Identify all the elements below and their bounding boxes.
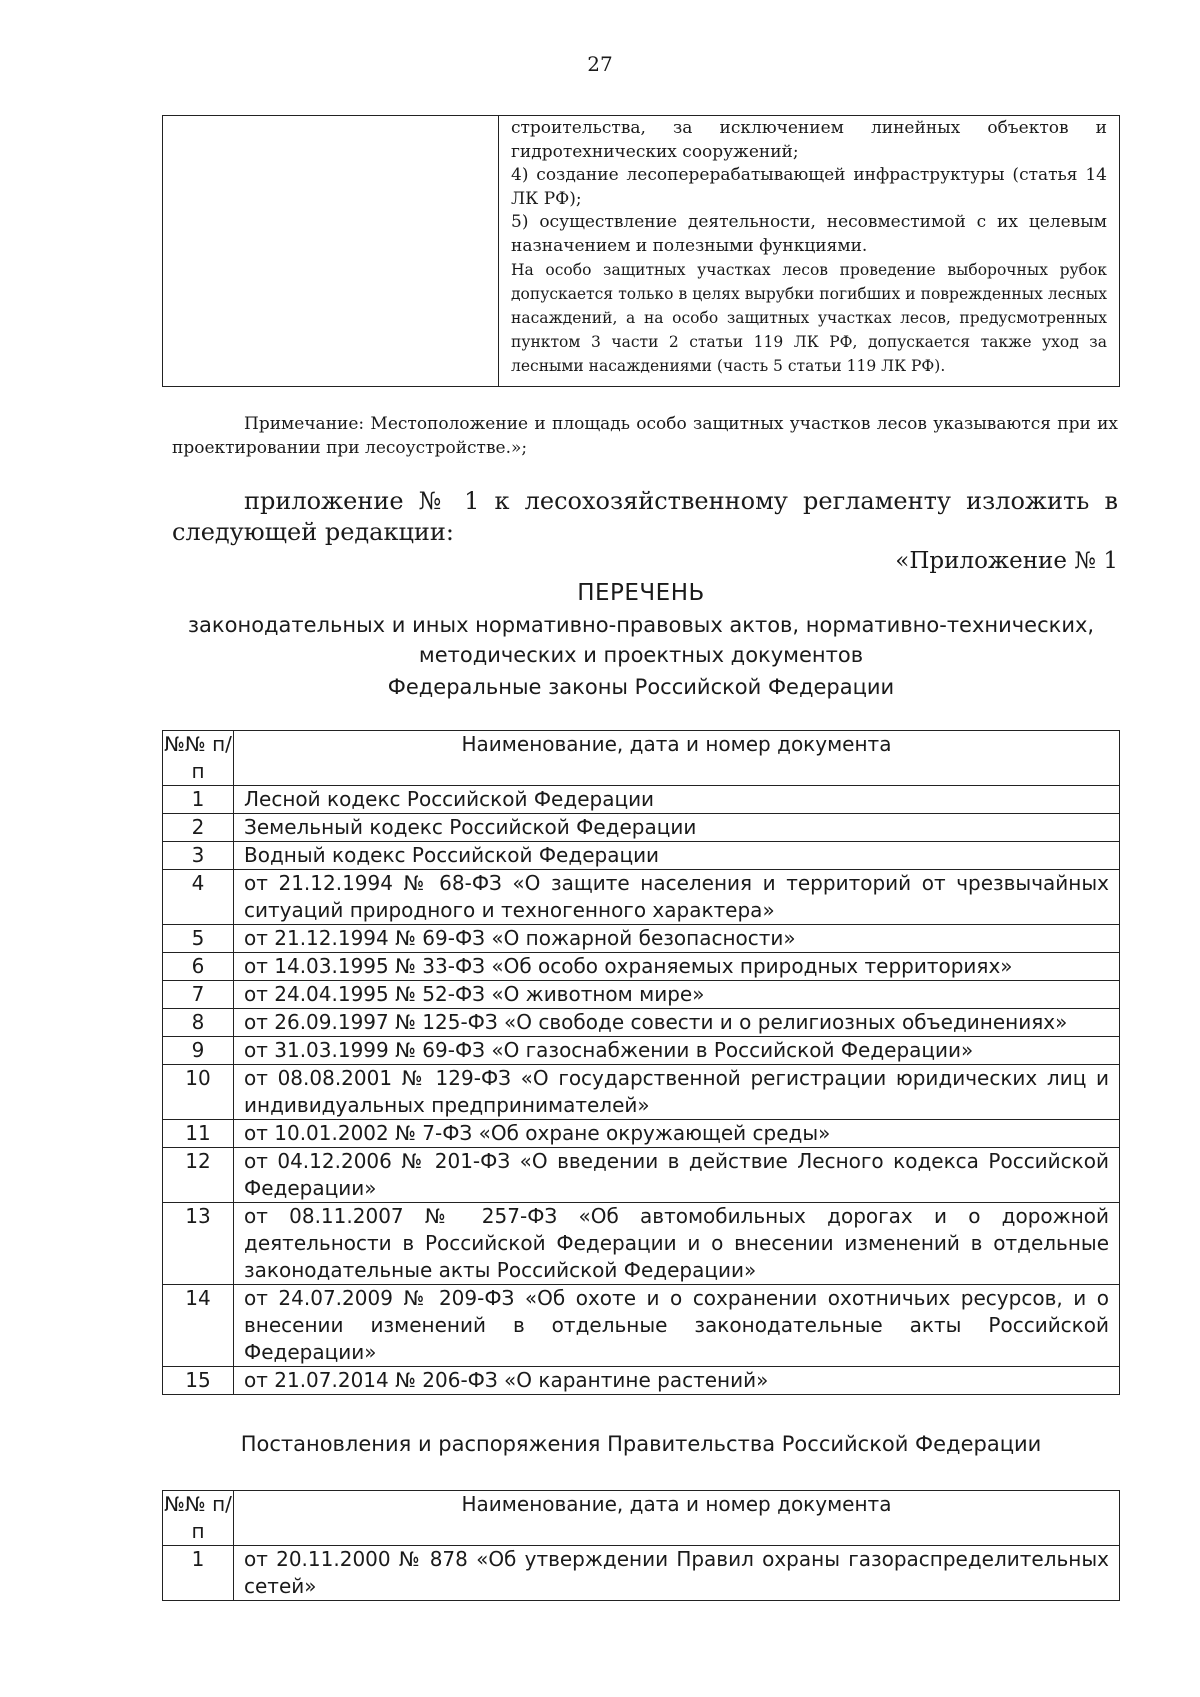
row-number: 14: [163, 1285, 234, 1367]
row-name: от 08.11.2007 № 257-ФЗ «Об автомобильных дорогах и о дорожной деятельности в Российской Федерации и о внесении изменений в отдельные законодательные акты Российской Федерации»: [234, 1203, 1120, 1285]
table-row: [163, 953, 1120, 981]
table-row: [163, 1120, 1120, 1148]
continuation-left-cell: [163, 116, 499, 386]
table-row: [163, 1148, 1120, 1203]
row-number: 4: [163, 870, 234, 925]
row-number: 5: [163, 925, 234, 953]
table-header-row: [163, 731, 1120, 786]
table-row: [163, 1037, 1120, 1065]
row-name: от 24.07.2009 № 209-ФЗ «Об охоте и о сохранении охотничьих ресурсов, и о внесении изменений в отдельные законодательные акты Российской Федерации»: [234, 1285, 1120, 1367]
row-name: от 04.12.2006 № 201-ФЗ «О введении в действие Лесного кодекса Российской Федерации»: [234, 1148, 1120, 1203]
table-row: [163, 1546, 1120, 1601]
section-title-federal-laws: Федеральные законы Российской Федерации: [387, 675, 895, 699]
continuation-paragraph: 5) осуществление деятельности, несовместимой с их целевым назначением и полезными функциями.: [511, 212, 1107, 256]
row-number: 2: [163, 814, 234, 842]
page-number: 27: [587, 52, 613, 76]
instruction-text: приложение № 1 к лесохозяйственному регламенту изложить в следующей редакции:: [172, 487, 1118, 546]
continuation-paragraph: На особо защитных участках лесов проведение выборочных рубок допускается только в целях вырубки погибших и поврежденных лесных насаждений, а на особо защитных участках лесов, предусмотренных пунктом 3 части 2 статьи 119 ЛК РФ, допускается также уход за лесными насаждениями (часть 5 статьи 119 ЛК РФ).: [511, 261, 1107, 375]
row-name: от 24.04.1995 № 52-ФЗ «О животном мире»: [234, 981, 1120, 1009]
table-row: [163, 1367, 1120, 1395]
appendix-label: «Приложение № 1: [895, 548, 1118, 574]
column-header-name: Наименование, дата и номер документа: [234, 1491, 1120, 1546]
row-name: от 10.01.2002 № 7-ФЗ «Об охране окружающей среды»: [234, 1120, 1120, 1148]
continuation-table: [162, 115, 1120, 387]
table-row: [163, 814, 1120, 842]
row-number: 10: [163, 1065, 234, 1120]
table-row: [163, 925, 1120, 953]
row-number: 1: [163, 1546, 234, 1601]
row-name: Лесной кодекс Российской Федерации: [234, 786, 1120, 814]
section-title-government-acts: Постановления и распоряжения Правительства Российской Федерации: [240, 1432, 1042, 1456]
list-title: ПЕРЕЧЕНЬ: [577, 580, 705, 606]
column-header-number: №№ п/п: [163, 731, 234, 786]
row-number: 9: [163, 1037, 234, 1065]
table-row: [163, 1065, 1120, 1120]
list-subtitle: методических и проектных документов: [418, 643, 864, 667]
row-number: 12: [163, 1148, 234, 1203]
row-number: 6: [163, 953, 234, 981]
continuation-right-cell: [499, 116, 1119, 386]
table-row: [163, 786, 1120, 814]
row-number: 7: [163, 981, 234, 1009]
table-row: [163, 1285, 1120, 1367]
federal-laws-table: [162, 730, 1120, 1395]
row-number: 3: [163, 842, 234, 870]
row-name: от 21.12.1994 № 68-ФЗ «О защите населения и территорий от чрезвычайных ситуаций природного и техногенного характера»: [234, 870, 1120, 925]
row-number: 11: [163, 1120, 234, 1148]
table-row: [163, 981, 1120, 1009]
row-number: 13: [163, 1203, 234, 1285]
continuation-paragraph: 4) создание лесоперерабатывающей инфраструктуры (статья 14 ЛК РФ);: [511, 165, 1107, 209]
row-name: от 31.03.1999 № 69-ФЗ «О газоснабжении в Российской Федерации»: [234, 1037, 1120, 1065]
row-name: Водный кодекс Российской Федерации: [234, 842, 1120, 870]
row-name: от 20.11.2000 № 878 «Об утверждении Правил охраны газораспределительных сетей»: [234, 1546, 1120, 1601]
row-number: 1: [163, 786, 234, 814]
row-name: от 21.12.1994 № 69-ФЗ «О пожарной безопасности»: [234, 925, 1120, 953]
table-row: [163, 1009, 1120, 1037]
row-number: 15: [163, 1367, 234, 1395]
table-row: [163, 870, 1120, 925]
table-header-row: [163, 1491, 1120, 1546]
table-row: [163, 842, 1120, 870]
row-name: от 26.09.1997 № 125-ФЗ «О свободе совести и о религиозных объединениях»: [234, 1009, 1120, 1037]
continuation-paragraph: строительства, за исключением линейных объектов и гидротехнических сооружений;: [511, 118, 1107, 162]
row-name: от 08.08.2001 № 129-ФЗ «О государственной регистрации юридических лиц и индивидуальных предпринимателей»: [234, 1065, 1120, 1120]
row-name: от 21.07.2014 № 206-ФЗ «О карантине растений»: [234, 1367, 1120, 1395]
row-number: 8: [163, 1009, 234, 1037]
table-row: [163, 1203, 1120, 1285]
note-text: Примечание: Местоположение и площадь особо защитных участков лесов указываются при их проектировании при лесоустройстве.»;: [172, 414, 1118, 458]
row-name: от 14.03.1995 № 33-ФЗ «Об особо охраняемых природных территориях»: [234, 953, 1120, 981]
government-acts-table: [162, 1490, 1120, 1601]
column-header-name: Наименование, дата и номер документа: [234, 731, 1120, 786]
column-header-number: №№ п/п: [163, 1491, 234, 1546]
list-subtitle: законодательных и иных нормативно-правовых актов, нормативно-технических,: [187, 613, 1095, 637]
row-name: Земельный кодекс Российской Федерации: [234, 814, 1120, 842]
